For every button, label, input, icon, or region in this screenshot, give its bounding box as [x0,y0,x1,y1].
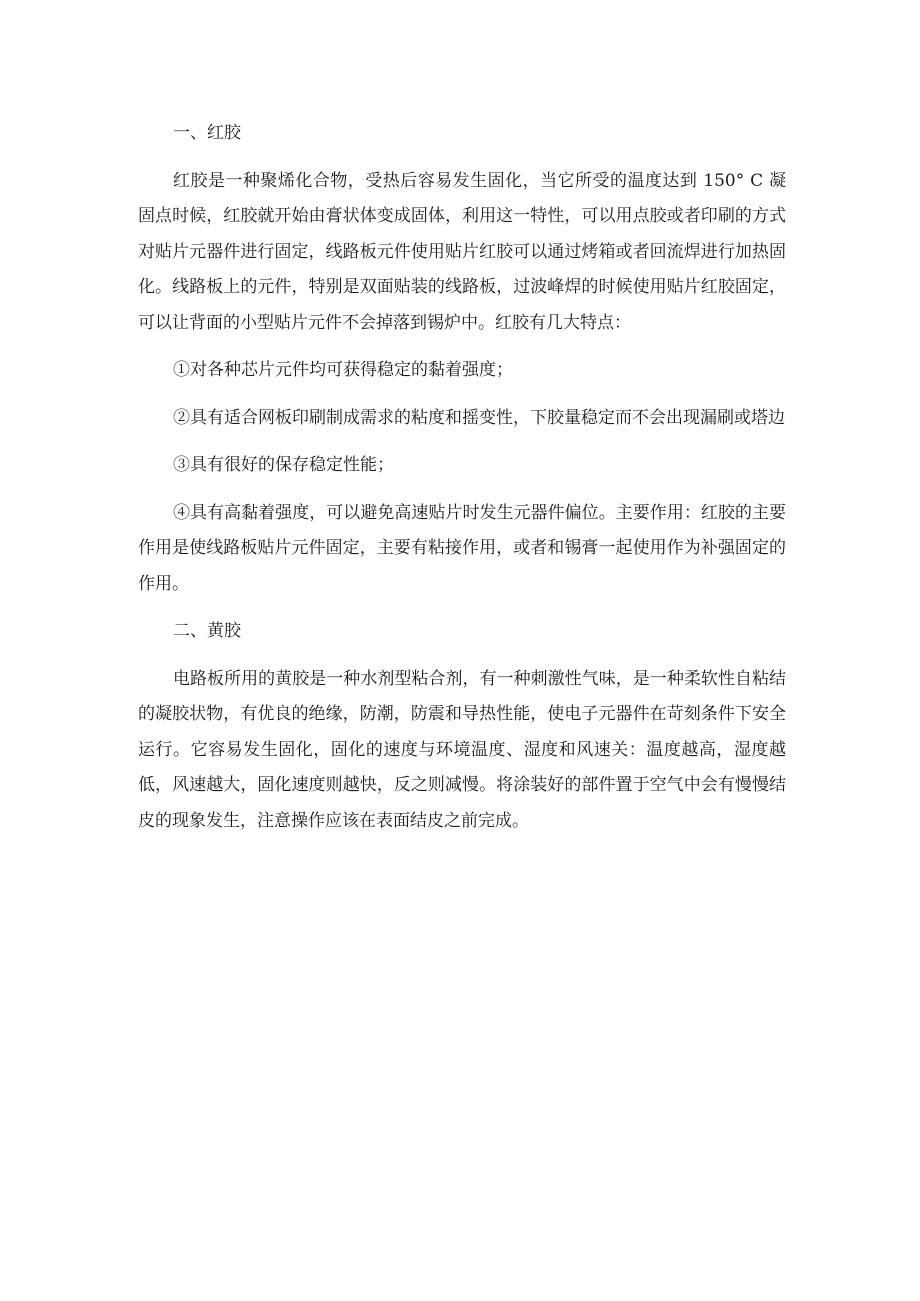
red-glue-paragraph: 红胶是一种聚烯化合物，受热后容易发生固化，当它所受的温度达到 150° C 凝固点时候，红胶就开始由膏状体变成固体，利用这一特性，可以用点胶或者印刷的方式对贴片元器件进行固定，线路板元件使用贴片红胶可以通过烤箱或者回流焊进行加热固化。线路板上的元件，特别是双面贴装的线路板，过波峰焊的时候使用贴片红胶固定，可以让背面的小型贴片元件不会掉落到锡炉中。红胶有几大特点： [138,170,786,333]
section-heading-yellow-glue: 二、黄胶 [173,621,241,641]
red-glue-feature-3: ③具有很好的保存稳定性能； [173,455,394,475]
yellow-glue-paragraph: 电路板所用的黄胶是一种水剂型粘合剂，有一种刺激性气味，是一种柔软性自粘结的凝胶状物，有优良的绝缘，防潮，防震和导热性能，使电子元器件在苛刻条件下安全运行。它容易发生固化，固化的速度与环境温度、湿度和风速关：温度越高，湿度越低，风速越大，固化速度则越快，反之则减慢。将涂装好的部件置于空气中会有慢慢结皮的现象发生，注意操作应该在表面结皮之前完成。 [138,668,786,831]
section-heading-red-glue: 一、红胶 [173,123,241,143]
red-glue-feature-4: ④具有高黏着强度，可以避免高速贴片时发生元器件偏位。主要作用：红胶的主要作用是使线路板贴片元件固定，主要有粘接作用，或者和锡膏一起使用作为补强固定的作用。 [138,502,786,594]
document-page [138,116,786,851]
red-glue-feature-2: ②具有适合网板印刷制成需求的粘度和摇变性，下胶量稳定而不会出现漏刷或塔边 [173,407,785,428]
red-glue-feature-1: ①对各种芯片元件均可获得稳定的黏着强度； [173,360,513,380]
